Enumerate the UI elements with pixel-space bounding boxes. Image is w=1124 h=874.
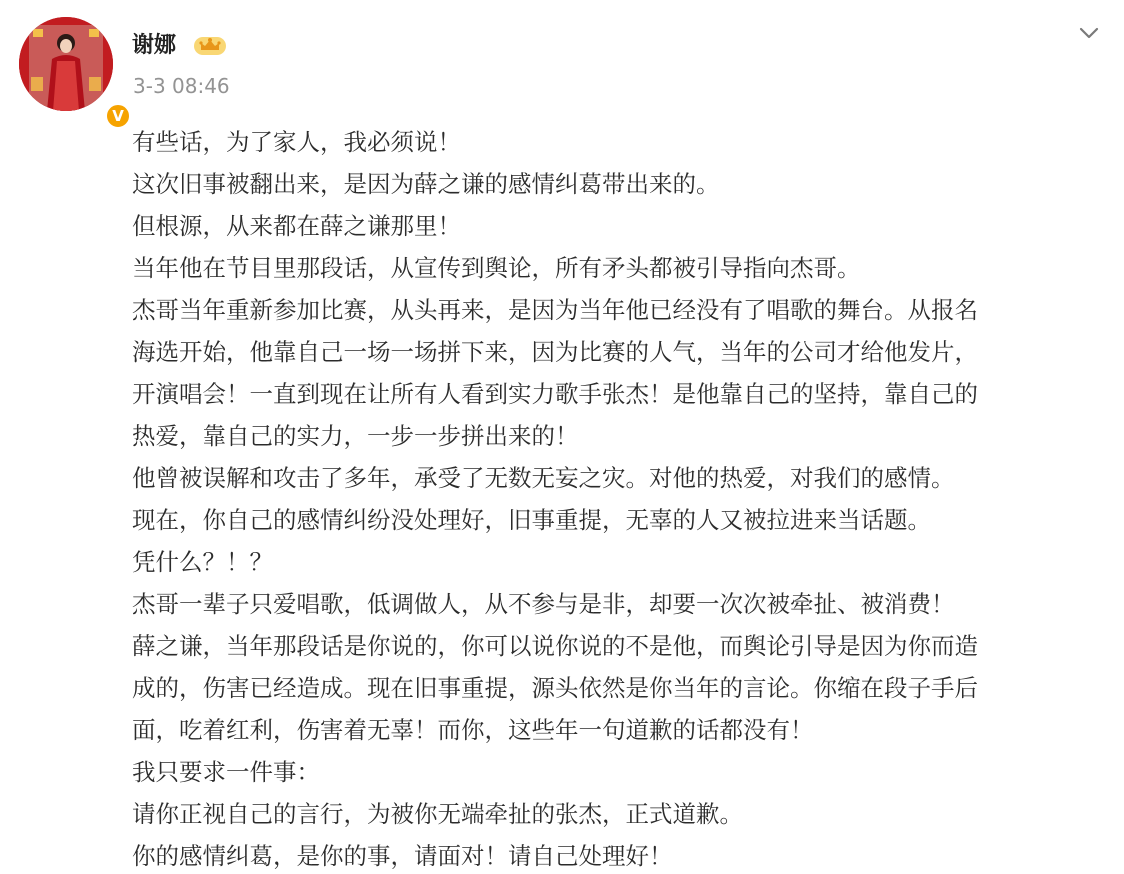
- post-text-line: 开演唱会！一直到现在让所有人看到实力歌手张杰！是他靠自己的坚持，靠自己的: [132, 380, 978, 408]
- chevron-down-icon[interactable]: [1077, 23, 1101, 43]
- post-text-line: 海选开始，他靠自己一场一场拼下来，因为比赛的人气，当年的公司才给他发片，: [132, 338, 978, 366]
- avatar-image: [19, 17, 113, 111]
- post-text-line: 成的，伤害已经造成。现在旧事重提，源头依然是你当年的言论。你缩在段子手后: [132, 674, 978, 702]
- post-text-line: 但根源，从来都在薛之谦那里！: [132, 212, 461, 240]
- post-text-line: 我只要求一件事：: [132, 758, 320, 786]
- post-text-line: 有些话，为了家人，我必须说！: [132, 128, 461, 156]
- post-text-line: 请你正视自己的言行，为被你无端牵扯的张杰，正式道歉。: [132, 800, 743, 828]
- post-text-line: 你的感情纠葛，是你的事，请面对！请自己处理好！: [132, 842, 673, 870]
- post-text-line: 现在，你自己的感情纠纷没处理好，旧事重提，无辜的人又被拉进来当话题。: [132, 506, 931, 534]
- post-text-line: 热爱，靠自己的实力，一步一步拼出来的！: [132, 422, 579, 450]
- post-text-line: 杰哥当年重新参加比赛，从头再来，是因为当年他已经没有了唱歌的舞台。从报名: [132, 296, 978, 324]
- post-text-line: 薛之谦，当年那段话是你说的，你可以说你说的不是他，而舆论引导是因为你而造: [132, 632, 978, 660]
- post-text-line: 这次旧事被翻出来，是因为薛之谦的感情纠葛带出来的。: [132, 170, 720, 198]
- post-text-line: 面，吃着红利，伤害着无辜！而你，这些年一句道歉的话都没有！: [132, 716, 814, 744]
- avatar[interactable]: [19, 17, 124, 125]
- username[interactable]: 谢娜: [132, 33, 177, 58]
- post-text-line: 当年他在节目里那段话，从宣传到舆论，所有矛头都被引导指向杰哥。: [132, 254, 861, 282]
- post-text-line: 他曾被误解和攻击了多年，承受了无数无妄之灾。对他的热爱，对我们的感情。: [132, 464, 955, 492]
- verified-badge: V: [105, 103, 131, 129]
- post-text-line: 杰哥一辈子只爱唱歌，低调做人，从不参与是非，却要一次次被牵扯、被消费！: [132, 590, 955, 618]
- vip-crown-icon: [193, 33, 227, 57]
- post-timestamp: 3-3 08:46: [133, 74, 230, 98]
- post-text-line: 凭什么？！？: [132, 548, 273, 576]
- post-body: [132, 121, 1117, 874]
